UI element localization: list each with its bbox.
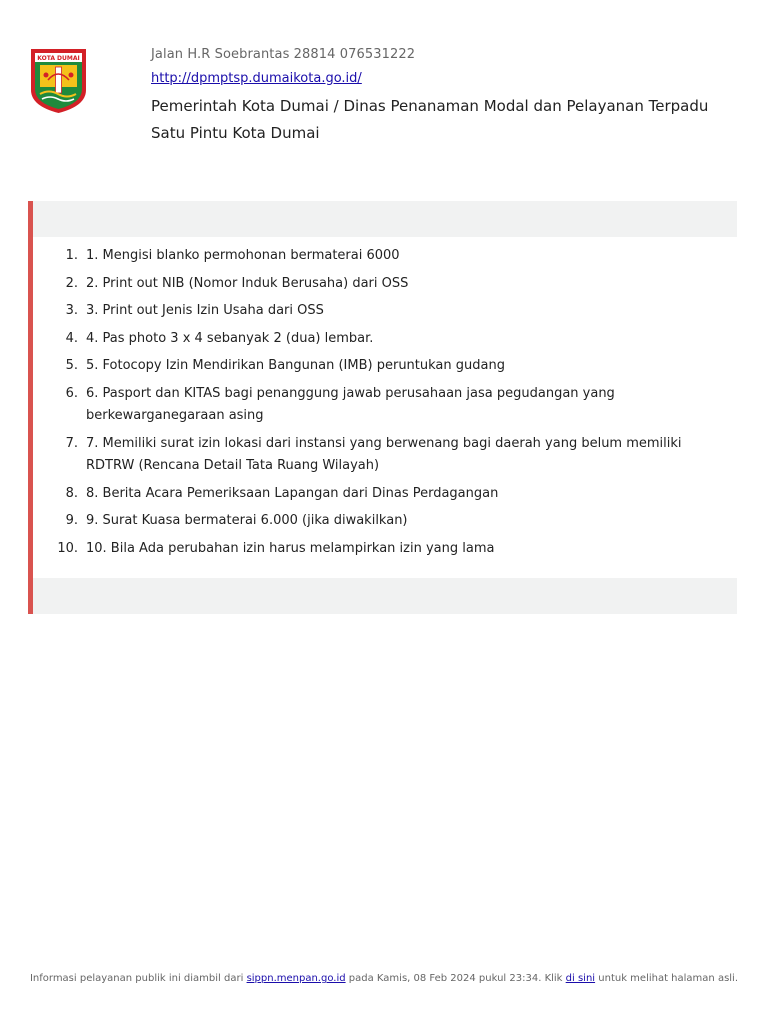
list-item-number: 1. <box>65 248 78 263</box>
list-item-number: 10. <box>57 540 78 556</box>
requirements-card <box>28 201 737 614</box>
list-item-text: 1. Mengisi blanko permohonan bermaterai 6000 <box>86 248 400 263</box>
list-item <box>33 245 733 268</box>
requirements-card-header <box>33 201 737 237</box>
list-item <box>33 273 733 296</box>
list-item-number: 4. <box>65 330 78 346</box>
list-item <box>33 538 733 561</box>
list-item-number: 3. <box>65 303 78 318</box>
list-item-number: 9. <box>65 513 78 528</box>
source-footer <box>0 973 768 984</box>
list-item-number: 6. <box>65 385 78 401</box>
list-item-text: 5. Fotocopy Izin Mendirikan Bangunan (IMB) peruntukan gudang <box>86 358 505 373</box>
footer-suffix: untuk melihat halaman asli. <box>598 973 739 984</box>
list-item <box>33 383 733 428</box>
list-item-number: 5. <box>65 358 78 373</box>
list-item <box>33 433 733 478</box>
list-item-text: 7. Memiliki surat izin lokasi dari instansi yang berwenang bagi daerah yang belum memiliki RDTRW (Rencana Detail Tata Ruang Wilayah) <box>86 435 682 473</box>
list-item-text: 3. Print out Jenis Izin Usaha dari OSS <box>86 303 324 318</box>
footer-middle: pada Kamis, 08 Feb 2024 pukul 23:34. Klik <box>348 973 563 984</box>
original-page-link[interactable]: di sini <box>565 973 596 984</box>
list-item-number: 7. <box>65 435 78 451</box>
website-link[interactable]: http://dpmptsp.dumaikota.go.id/ <box>151 71 362 86</box>
list-item-text: 6. Pasport dan KITAS bagi penanggung jawab perusahaan jasa pegudangan yang berkewarganegaraan asing <box>86 385 615 423</box>
list-item-text: 10. Bila Ada perubahan izin harus melampirkan izin yang lama <box>86 540 495 556</box>
list-item-number: 2. <box>65 275 78 291</box>
list-item-text: 2. Print out NIB (Nomor Induk Berusaha) dari OSS <box>86 275 409 291</box>
list-item <box>33 328 733 351</box>
list-item <box>33 510 733 533</box>
kota-dumai-emblem-icon <box>30 48 87 114</box>
agency-name: Pemerintah Kota Dumai / Dinas Penanaman Modal dan Pelayanan Terpadu Satu Pintu Kota Dumai <box>151 97 709 142</box>
footer-prefix: Informasi pelayanan publik ini diambil dari <box>29 973 244 984</box>
list-item-text: 4. Pas photo 3 x 4 sebanyak 2 (dua) lembar. <box>86 330 374 346</box>
requirements-list <box>33 245 733 565</box>
list-item-text: 8. Berita Acara Pemeriksaan Lapangan dari Dinas Perdagangan <box>86 485 499 501</box>
list-item <box>33 483 733 506</box>
logo-lettering: KOTA DUMAI <box>37 55 80 62</box>
list-item <box>33 300 733 323</box>
list-item-number: 8. <box>65 485 78 501</box>
list-item-text: 9. Surat Kuasa bermaterai 6.000 (jika diwakilkan) <box>86 513 408 528</box>
page-header <box>0 0 768 160</box>
office-address: Jalan H.R Soebrantas 28814 076531222 <box>151 47 416 62</box>
requirements-card-footer <box>33 578 737 614</box>
source-link[interactable]: sippn.menpan.go.id <box>246 973 346 984</box>
list-item <box>33 355 733 378</box>
